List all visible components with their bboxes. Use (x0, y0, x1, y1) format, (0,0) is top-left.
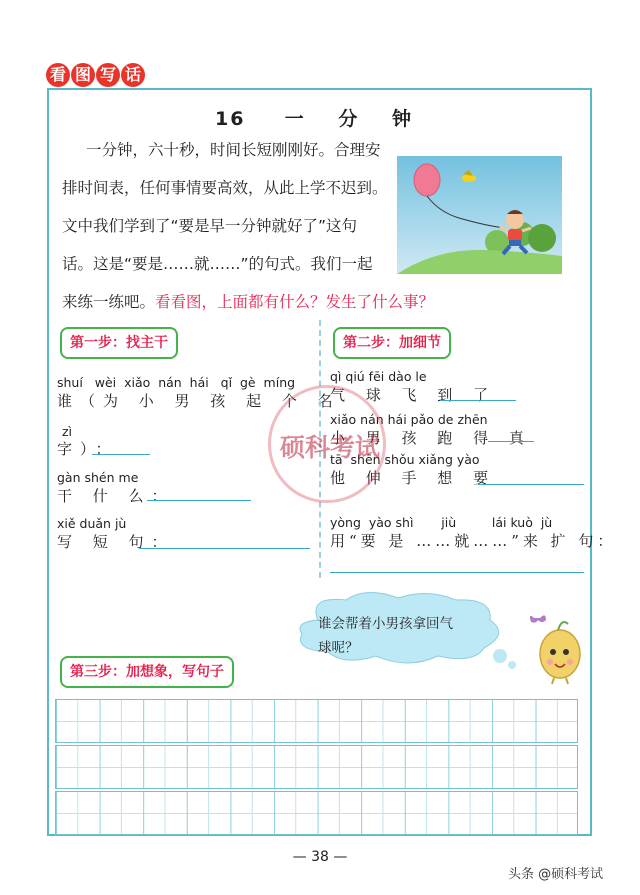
step1-q1-hanzi: 谁（为 小 男 孩 起 个 名 (57, 392, 341, 410)
step2-q1-pinyin: qì qiú fēi dào le (330, 369, 427, 384)
source-credit: 头条 @硕科考试 (508, 867, 604, 882)
step2-tag: 第二步：加细节 (333, 327, 451, 359)
step2-q1-hanzi: 气 球 飞 到 了 (330, 386, 497, 404)
answer-blank[interactable] (147, 500, 251, 501)
step1-q2-hanzi: 干 什 么： (57, 487, 175, 505)
step2-q3-pinyin: tā shēn shǒu xiǎng yào (330, 452, 480, 467)
header-badge: 话 (121, 63, 145, 87)
step1-q2-pinyin: gàn shén me (57, 470, 139, 485)
step1-q1b-pinyin: zì (62, 424, 73, 439)
step1-q3-pinyin: xiě duǎn jù (57, 516, 127, 531)
watermark-text: 硕科考试 (279, 433, 380, 462)
header-badge: 看 (46, 63, 70, 87)
lesson-name: 一 分 钟 (284, 108, 425, 130)
section-header (46, 63, 145, 87)
page-number: — 38 — (292, 849, 348, 865)
step1-q1-pinyin: shuí wèi xiǎo nán hái qǐ gè míng (57, 375, 296, 390)
step2-q4-hanzi: 用“要 是 ……就……”来 扩 句： (330, 532, 617, 550)
step1-q1b-hanzi: 字）： (57, 440, 119, 458)
step1-q3-hanzi: 写 短 句： (57, 533, 175, 551)
mascot-figure (528, 612, 588, 686)
lesson-number: 16 (215, 108, 246, 130)
intro-text: 来练一练吧。 (62, 293, 156, 311)
cloud-line: 谁会帮着小男孩拿回气 (318, 616, 453, 632)
writing-grid-row[interactable] (55, 699, 578, 743)
intro-question: 看看图，上面都有什么？发生了什么事？ (155, 293, 435, 311)
answer-blank[interactable] (440, 400, 516, 401)
balloon-boy-illustration (397, 156, 562, 274)
step3-tag: 第三步：加想象，写句子 (60, 656, 234, 688)
answer-blank[interactable] (488, 441, 534, 442)
intro-line: 排时间表，任何事情要高效，从此上学不迟到。 (62, 179, 388, 197)
writing-grid-row[interactable] (55, 745, 578, 789)
writing-grid-row[interactable] (55, 791, 578, 835)
intro-last-line (62, 284, 442, 320)
step2-q3-hanzi: 他 伸 手 想 要 (330, 469, 497, 487)
header-badge: 写 (96, 63, 120, 87)
lesson-title (0, 104, 640, 131)
step2-q2-hanzi: 小 男 孩 跑 得 真 (330, 429, 532, 447)
intro-line: 话。这是“要是……就……”的句式。我们一起 (62, 255, 373, 273)
step1-tag: 第一步：找主干 (60, 327, 178, 359)
cloud-line: 球呢？ (318, 640, 359, 656)
answer-blank[interactable] (92, 454, 150, 455)
illustration-svg (397, 156, 562, 274)
intro-line: 文中我们学到了“要是早一分钟就好了”这句 (62, 217, 358, 235)
bird-icon (462, 170, 476, 182)
step2-q2-pinyin: xiǎo nán hái pǎo de zhēn (330, 412, 488, 427)
intro-line: 一分钟，六十秒，时间长短刚刚好。合理安 (86, 141, 381, 159)
answer-blank[interactable] (478, 484, 584, 485)
header-badge: 图 (71, 63, 95, 87)
butterfly-icon (530, 615, 546, 622)
step2-q4-pinyin: yòng yào shì jiù lái kuò jù (330, 515, 553, 530)
answer-blank[interactable] (330, 572, 584, 573)
answer-blank[interactable] (140, 548, 310, 549)
cloud-question (318, 612, 498, 660)
